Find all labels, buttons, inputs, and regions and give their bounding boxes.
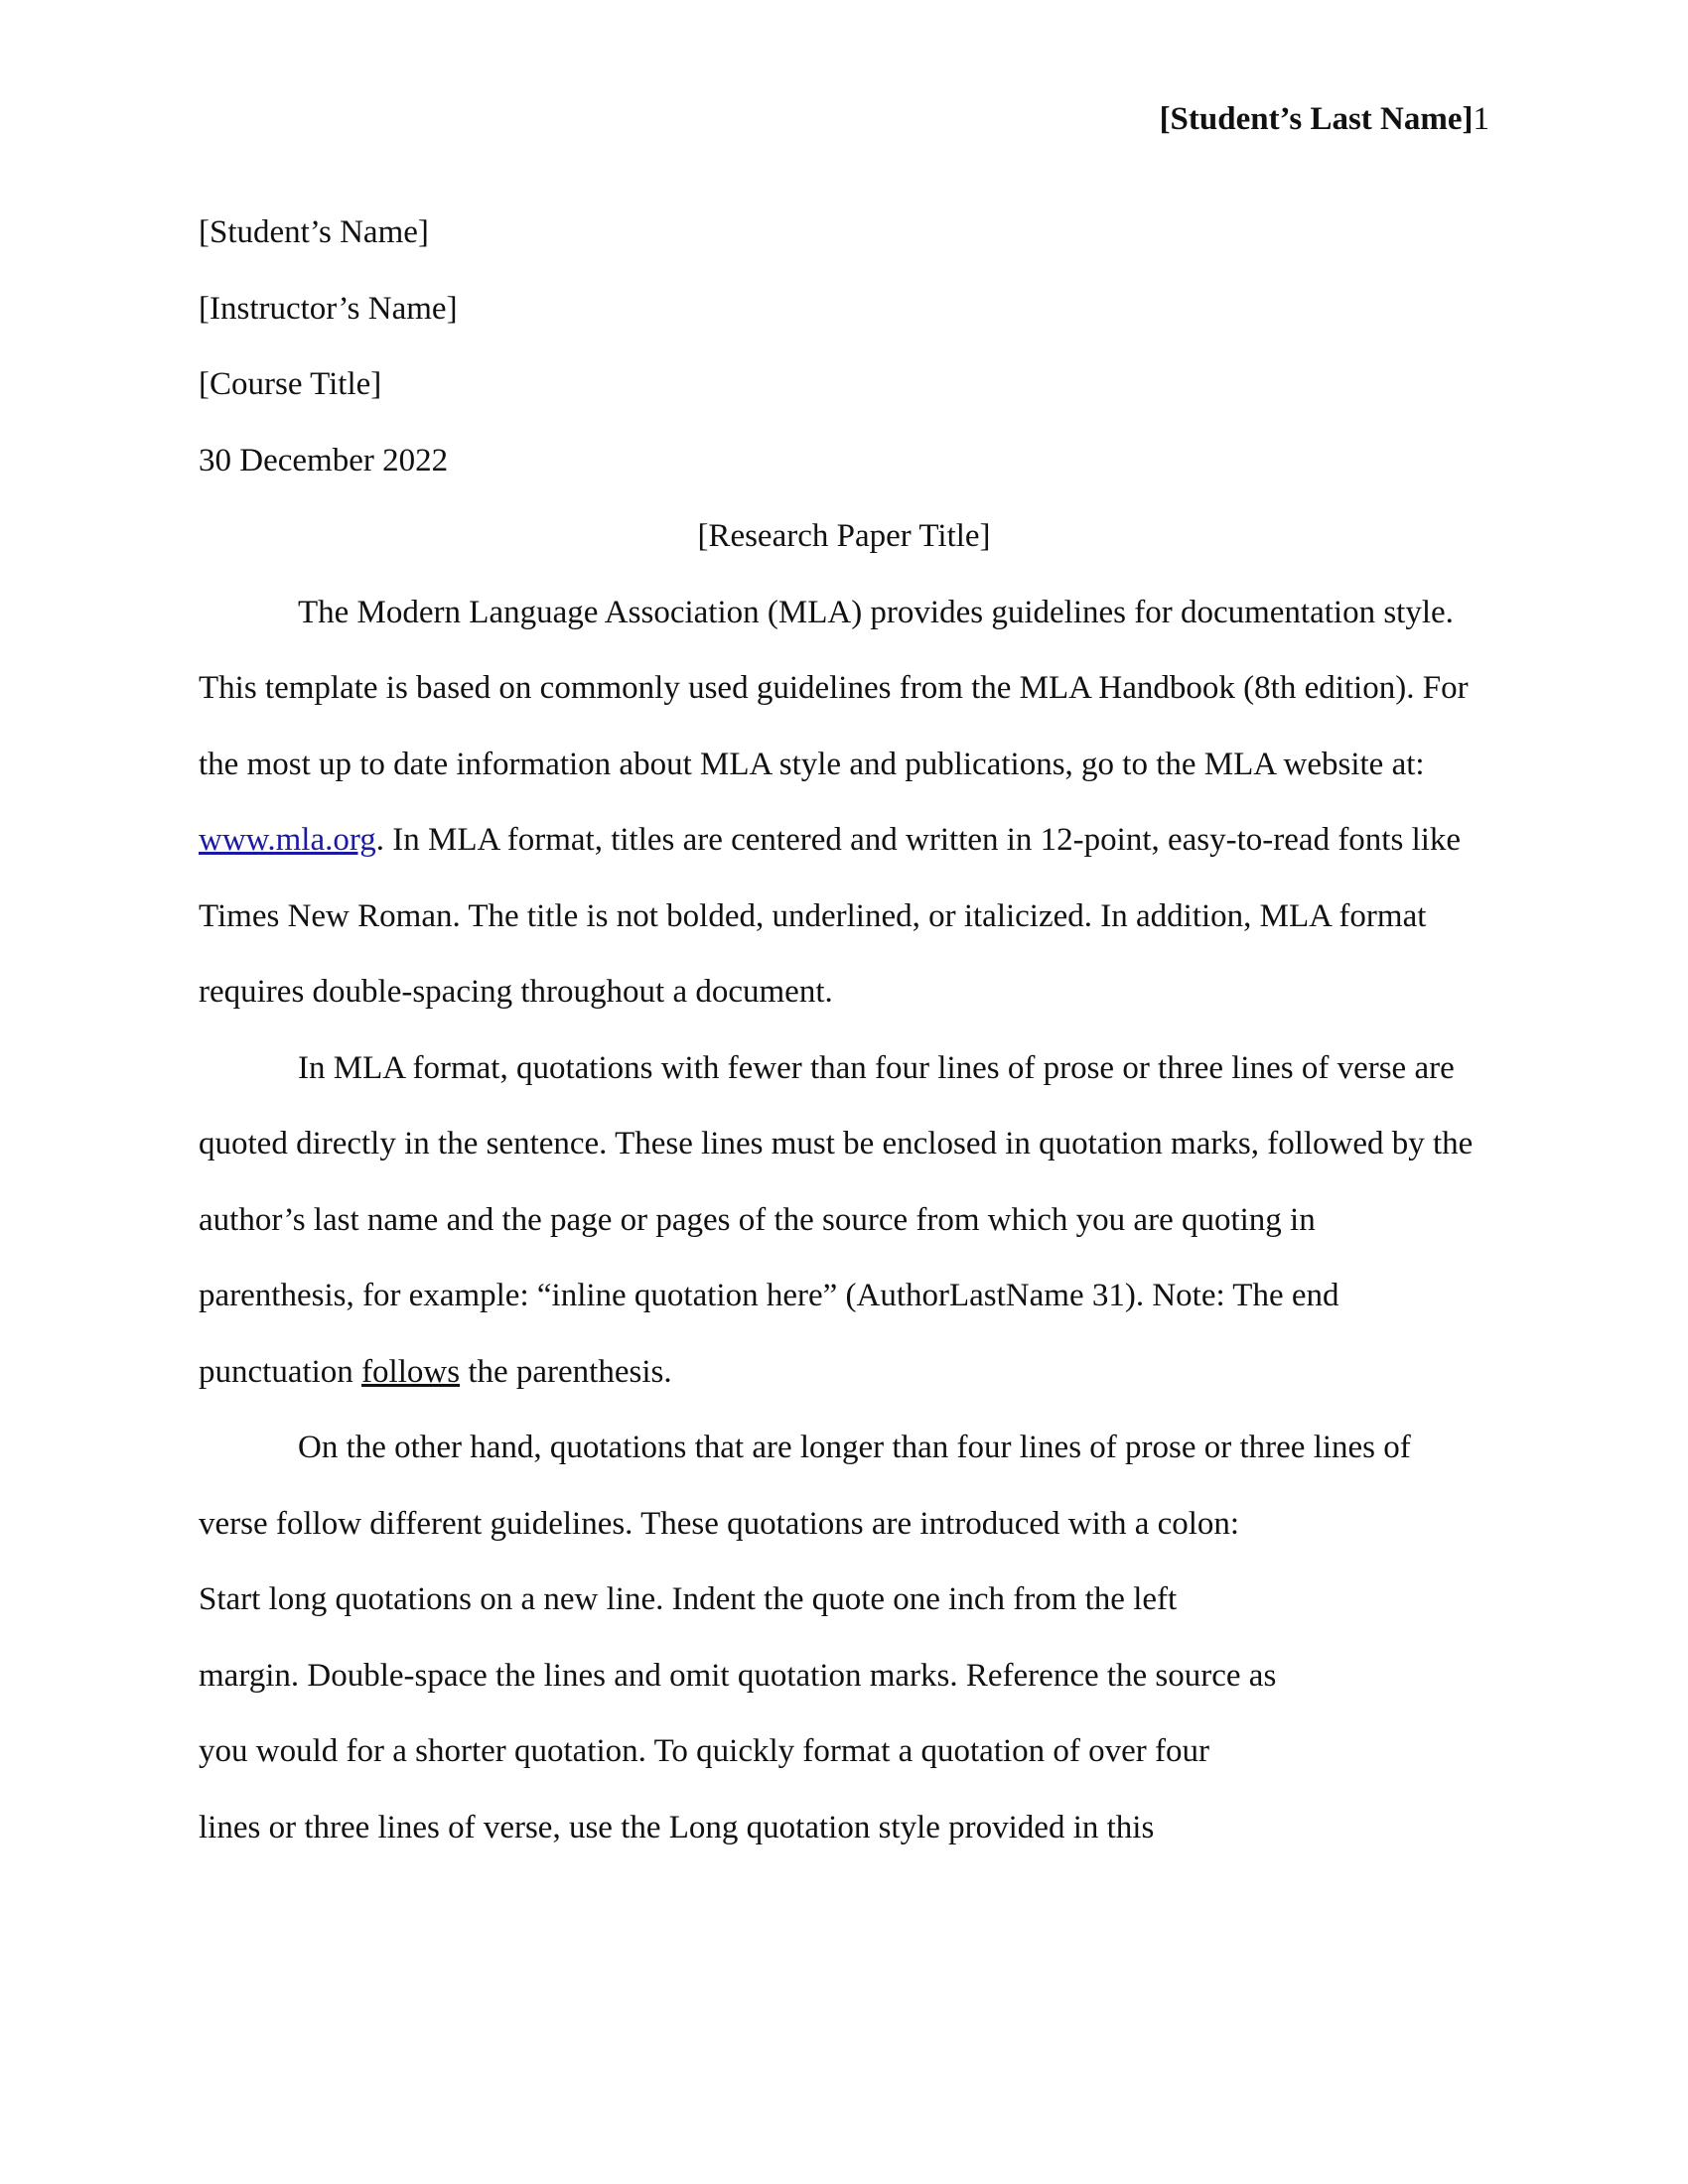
- running-head-last-name: [Student’s Last Name]: [1159, 101, 1474, 137]
- paragraph-2-line-5-start: punctuation: [199, 1353, 362, 1390]
- mla-website-link[interactable]: www.mla.org: [199, 822, 376, 858]
- block-quote-line-1: Start long quotations on a new line. Indent the quote one inch from the left: [199, 1581, 1178, 1617]
- document-body: [199, 195, 1489, 1865]
- paragraph-1-line-5: Times New Roman. The title is not bolded, underlined, or italicized. In addition, MLA format: [199, 897, 1427, 934]
- paper-date: 30 December 2022: [199, 442, 449, 478]
- paragraph-1-line-4-rest: . In MLA format, titles are centered and written in 12-point, easy-to-read fonts like: [375, 822, 1462, 858]
- student-name: [Student’s Name]: [199, 214, 429, 250]
- block-quote-line-4: lines or three lines of verse, use the Long quotation style provided in this: [199, 1809, 1155, 1845]
- paragraph-2-line-5: [199, 1334, 1489, 1411]
- block-quote-line-3: you would for a shorter quotation. To quickly format a quotation of over four: [199, 1733, 1210, 1769]
- paragraph-2-line-5-end: the parenthesis.: [460, 1353, 672, 1390]
- paragraph-2-line-1: In MLA format, quotations with fewer than four lines of prose or three lines of verse are: [298, 1049, 1455, 1086]
- block-quote-line-2: margin. Double-space the lines and omit quotation marks. Reference the source as: [199, 1657, 1277, 1694]
- running-head: [1160, 97, 1489, 141]
- paragraph-3-line-2: verse follow different guidelines. These quotations are introduced with a colon:: [199, 1505, 1240, 1542]
- page-number: 1: [1473, 101, 1489, 137]
- paragraph-1-line-1: The Modern Language Association (MLA) provides guidelines for documentation style.: [298, 594, 1454, 630]
- paragraph-2-line-3: author’s last name and the page or pages of the source from which you are quoting in: [199, 1201, 1316, 1238]
- instructor-name: [Instructor’s Name]: [199, 290, 458, 327]
- paper-title: [Research Paper Title]: [697, 518, 991, 554]
- paragraph-1-line-4: [199, 802, 1489, 879]
- paragraph-2-line-2: quoted directly in the sentence. These lines must be enclosed in quotation marks, followed by the: [199, 1126, 1474, 1161]
- paragraph-1-line-6: requires double-spacing throughout a document.: [199, 974, 833, 1010]
- course-title: [Course Title]: [199, 366, 382, 402]
- paragraph-1-line-2: This template is based on commonly used guidelines from the MLA Handbook (8th edition). For: [199, 670, 1469, 706]
- paragraph-1-line-3: the most up to date information about MLA style and publications, go to the MLA website at:: [199, 746, 1425, 782]
- underlined-word-follows: follows: [361, 1353, 461, 1390]
- paragraph-2-line-4: parenthesis, for example: “inline quotation here” (AuthorLastName 31). Note: The end: [199, 1278, 1339, 1313]
- paragraph-3-line-1: On the other hand, quotations that are longer than four lines of prose or three lines of: [298, 1430, 1411, 1465]
